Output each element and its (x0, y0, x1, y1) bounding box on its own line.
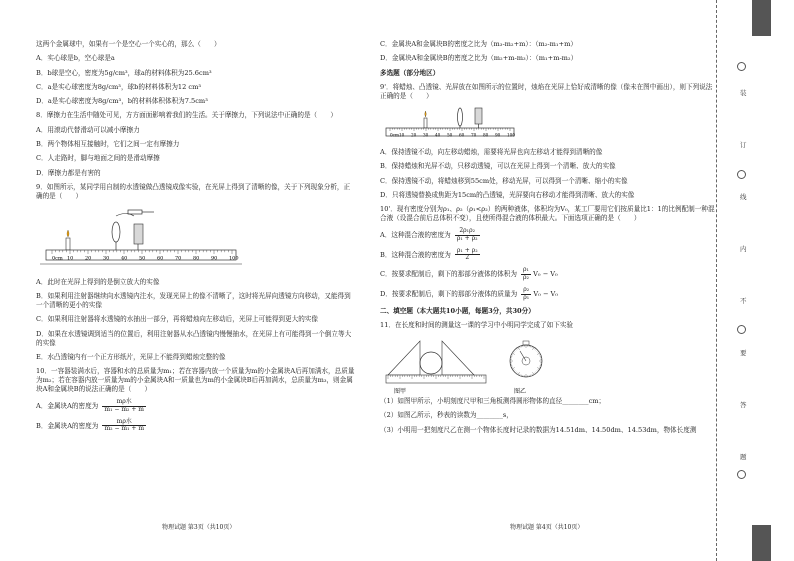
watch-tick (517, 348, 518, 349)
option-d: D．摩擦力都是有害的 (36, 168, 101, 177)
watch-tick (513, 352, 514, 353)
bench-tick-label: 0cm (390, 132, 399, 138)
bench-tick-label: 90 (495, 132, 501, 138)
fraction-denominator: ρ₁ + ρ₂ (456, 234, 478, 242)
question-10-prime: 10'．现有密度分别为ρ₁、ρ₂（ρ₁<ρ₂）的两种液体，体积均为V₀，某工厂要用它们按质量比1：1的比例配制一种混合液（设混合前后总体积不变），且使所得混合液的体积最大。下面选项正确的是（ ） (380, 205, 715, 223)
watch-tick (512, 353, 515, 355)
watch-tick (535, 348, 536, 349)
water-lens-icon (112, 222, 120, 242)
bench-tick-label: 50 (139, 255, 146, 262)
option-label: B．金属块A的密度为 (36, 421, 99, 430)
option-a: A．实心球是b，空心球是a (36, 54, 115, 63)
bench-tick-label: 100 (229, 255, 239, 262)
bench-tick-label: 40 (435, 132, 441, 138)
screen-icon (475, 108, 482, 124)
section-header-multi-choice: 多选题（部分地区） (380, 68, 440, 77)
fraction (521, 267, 531, 281)
question-10: 10．一容器装满水后，容器和水的总质量为m₁；若在容器内放一个质量为m的小金属块A后再加满水，总质量为m₂；若在容器内放一质量为m的小金属块A和一质量也为m的小金属块B后再加满水，总质量为m₃，则金属块A和金属块B的说法正确的是（ ） (36, 367, 355, 393)
bench-tick-label: 30 (103, 255, 110, 262)
watch-tick (515, 349, 516, 350)
triangle-ruler-icon (388, 341, 420, 375)
option-a (380, 228, 715, 242)
fraction-numerator: 2ρ₁ρ₂ (455, 228, 480, 236)
bench-tick-label: 10 (67, 255, 74, 262)
fraction (455, 228, 480, 242)
option-b: B．如果利用注射器继续向水透镜内注水，发现光屏上的像不清晰了，这时将光屏向透镜方向移动，又能得到一个清晰的更小的实像 (36, 292, 351, 310)
watch-tick (536, 349, 537, 350)
option-d: D．只将透镜替换成焦距为15cm的凸透镜，光屏要向右移动才能得到清晰、放大的实像 (380, 190, 635, 199)
left-column (36, 40, 356, 438)
watch-tick (513, 370, 514, 371)
binding-char: 答 (740, 401, 747, 409)
watch-tick (533, 372, 535, 375)
bench-tick-label: 20 (411, 132, 417, 138)
option-d (380, 287, 715, 301)
watch-tick (538, 352, 539, 353)
question-8: 8．摩擦力在生活中随处可见，方方面面影响着我们的生活。关于摩擦力，下列说法中正确的是（ ） (36, 111, 337, 120)
option-c: C．人走路时，脚与地面之间的是滑动摩擦 (36, 154, 160, 163)
watch-tick (515, 372, 516, 373)
binding-strip-bottom (752, 525, 771, 561)
watch-tick (537, 371, 538, 372)
option-d: D．a是实心球密度为8g/cm³，b的材料体积体积为7.5cm³ (36, 97, 208, 106)
option-a: A．保持透镜不动，向左移动蜡烛，需要将光屏也向左移动才能得到清晰的像 (380, 148, 603, 157)
option-a: A．用滚动代替滑动可以减小摩擦力 (36, 125, 140, 134)
watch-tick (518, 372, 520, 375)
binding-char: 装 (740, 89, 747, 97)
watch-tick (514, 371, 515, 372)
fraction-numerator: mρ水 (102, 399, 146, 407)
page-footer: 物理试题 第4页（共10页） (510, 524, 584, 531)
binding-hole-icon (737, 62, 746, 71)
lens-icon (458, 108, 463, 126)
fraction-denominator: 2 (465, 254, 470, 262)
bench-tick-label: 70 (471, 132, 477, 138)
watch-tick (537, 350, 538, 351)
watch-tick (535, 373, 536, 374)
bench-tick-label: 70 (175, 255, 182, 262)
option-label: A．金属块A的密度为 (36, 402, 99, 411)
candle-icon (424, 118, 427, 128)
page-footer: 物理试题 第3页（共10页） (162, 524, 236, 531)
binding-margin (752, 0, 776, 561)
watch-tick (537, 353, 540, 355)
bench-tick-label: 100 (507, 132, 515, 138)
measurement-figure (380, 335, 680, 397)
bench-tick-label: 20 (85, 255, 92, 262)
option-d: D．如果在水透镜调到适当的位置后，利用注射器从水凸透镜内慢慢抽水，在光屏上有可能得到一个倒立等大的实像 (36, 329, 352, 347)
fraction-denominator: ρ₁ (523, 293, 530, 301)
figure-a-caption: 图甲 (394, 388, 407, 396)
binding-hole-icon (737, 470, 746, 479)
watch-tick (514, 350, 515, 351)
bench-tick-label: 80 (483, 132, 489, 138)
watch-tick (518, 347, 520, 350)
bench-tick-label: 10 (399, 132, 405, 138)
option-label: C．按要求配制后，剩下的那部分液体的体积为 (380, 270, 517, 279)
option-b: B．b球是空心，密度为5g/cm³，球a的材料体积为25.6cm³ (36, 68, 212, 77)
formula-tail: V₀ − V₀ (533, 290, 558, 299)
binding-char: 内 (740, 245, 747, 253)
binding-char: 订 (740, 141, 747, 149)
fraction (455, 248, 480, 262)
question-9-prime: 9'．将蜡烛、凸透镜、光屏放在如图所示的位置时，烛焰在光屏上恰好成清晰的像（像未在图中画出），则下列说法正确的是（ ） (380, 82, 713, 100)
question-11-part-3: （3）小明用一把刻度尺乙在测一个物体长度时记录的数据为14.51dm、14.50dm、14.53dm，物体长度测 (380, 425, 697, 434)
fraction-denominator: ρ₂ (523, 274, 529, 282)
bench-tick-label: 50 (447, 132, 453, 138)
bench-tick-label: 80 (193, 255, 200, 262)
option-e: E．水凸透镜内有一个正方形纸片，光屏上不能得到蜡烛完整的像 (36, 352, 226, 361)
option-b (380, 248, 715, 262)
option-c: C．保持透镜不动，将蜡烛移到55cm处，移动光屏，可以得到一个清晰、缩小的实像 (380, 176, 628, 185)
binding-char: 要 (740, 349, 747, 357)
binding-char: 题 (740, 453, 747, 461)
binding-dashed-line (716, 0, 718, 561)
binding-hole-icon (737, 325, 746, 334)
bench-tick-label: 30 (423, 132, 429, 138)
right-column (380, 40, 715, 440)
option-c: C．如果利用注射器将水透镜的水抽出一部分，再将蜡烛向左移动后，光屏上可能得到更大的实像 (36, 315, 318, 324)
option-b: B．保持蜡烛和光屏不动，只移动透镜，可以在光屏上得到一个清晰、放大的实像 (380, 162, 616, 171)
option-c: C．a是实心球密度为8g/cm³，球b的材料体积为12 cm³ (36, 82, 201, 91)
section-header-fill-in: 二、填空题（本大题共10小题，每题3分，共30分） (380, 306, 535, 315)
fraction-numerator: ρ₂ (523, 286, 530, 294)
binding-char: 线 (740, 193, 747, 201)
option-b (36, 419, 356, 433)
round-object-icon (420, 352, 442, 374)
fraction (102, 399, 146, 413)
fraction-numerator: mρ水 (102, 419, 146, 427)
binding-hole-icon (737, 170, 746, 179)
option-label: A．这种混合液的密度为 (380, 231, 451, 240)
figure-b-caption: 图乙 (514, 388, 527, 396)
watch-tick (512, 368, 515, 370)
fraction-numerator: ρ₁ (523, 266, 529, 274)
fraction (102, 419, 146, 433)
option-label: B．这种混合液的密度为 (380, 250, 451, 259)
watch-tick (517, 373, 518, 374)
candle-icon (66, 238, 70, 250)
question-9: 9．如图所示，某同学用自制的水透镜做凸透镜成像实验，在光屏上得到了清晰的像，关于下列现象分析，正确的是（ ） (36, 182, 351, 200)
bench-tick-label: 60 (157, 255, 164, 262)
fraction-numerator: ρ₁ + ρ₂ (456, 246, 478, 254)
fraction (521, 287, 531, 301)
question-11-part-1: （1）如图甲所示，小明刻度尺甲和三角板测得圆形物体的直径________cm； (380, 397, 606, 406)
question-11: 11．在长度和时间的测量这一课的学习中小明同学完成了如下实验 (380, 320, 574, 329)
watch-tick (533, 347, 535, 350)
bench-tick-label: 60 (459, 132, 465, 138)
option-b: B．两个物体相互接触时，它们之间一定有摩擦力 (36, 139, 180, 148)
watch-tick (536, 372, 537, 373)
fraction-denominator: m₂ − m₁ + m (104, 425, 145, 433)
bench-tick-label: 40 (121, 255, 128, 262)
optical-bench-figure (380, 106, 680, 148)
option-label: D．按要求配制后，剩下的那部分液体的质量为 (380, 290, 518, 299)
formula-tail: V₀ − V₀ (533, 270, 558, 279)
binding-strip-top (752, 0, 771, 36)
option-c (380, 267, 715, 281)
optical-bench-figure (36, 206, 336, 278)
fraction-denominator: m₁ − m₂ + m (104, 405, 144, 413)
question-11-part-2: （2）如图乙所示，秒表的读数为________s， (380, 411, 513, 420)
text-line: 这两个金属球中，如果有一个是空心一个实心的，那么（ ） (36, 40, 221, 48)
option-c: C．金属块A和金属块B的密度之比为（m₃-m₂+m）：（m₂-m₁+m） (380, 40, 577, 48)
option-a (36, 399, 356, 413)
binding-char: 不 (740, 297, 747, 305)
screen-icon (134, 224, 143, 244)
watch-tick (537, 368, 540, 370)
option-d: D．金属块A和金属块B的密度之比为（m₂+m-m₃）：（m₁+m-m₂） (380, 54, 578, 63)
watch-tick (538, 370, 539, 371)
triangle-ruler-icon (442, 341, 474, 375)
bench-tick-label: 0cm (52, 255, 63, 262)
option-a: A．此时在光屏上得到的是倒立放大的实像 (36, 277, 160, 286)
bench-tick-label: 90 (211, 255, 218, 262)
syringe-icon (128, 210, 142, 214)
